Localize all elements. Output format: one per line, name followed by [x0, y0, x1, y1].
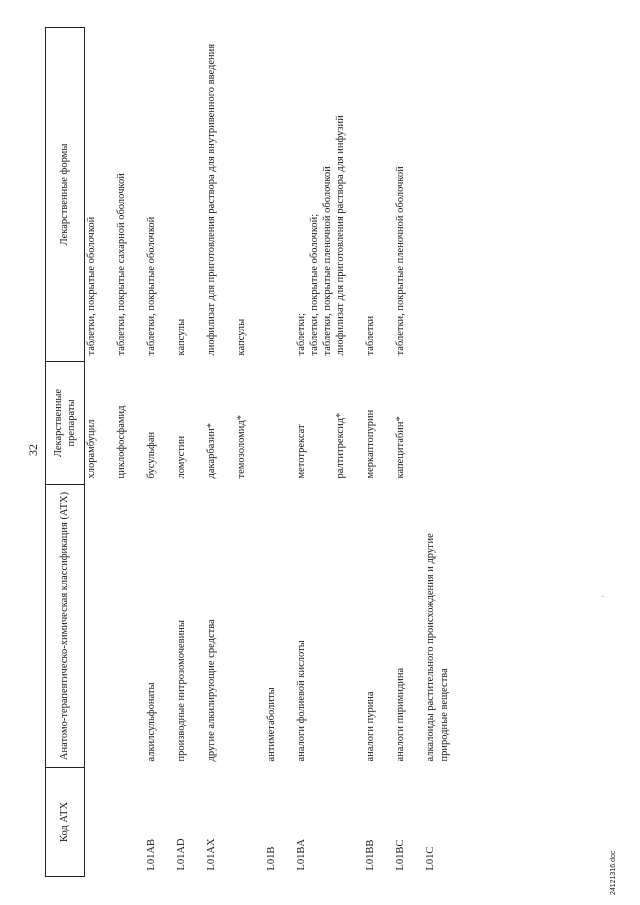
forms-cell [424, 28, 454, 362]
form-line: капсулы [176, 318, 187, 356]
table-row [85, 28, 116, 877]
code-cell: L01AX [206, 838, 217, 871]
atc-table [45, 27, 454, 877]
drug-cell: ломустин [176, 435, 187, 479]
classification-cell [85, 485, 116, 768]
form-line: лиофилизат для приготовления раствора для внутривенного введения [206, 43, 217, 356]
form-line: таблетки, покрытые пленочной оболочкой [395, 166, 407, 356]
stray-mark: , [597, 595, 605, 597]
header-forms: Лекарственные формы [46, 28, 85, 362]
classification-cell [115, 485, 145, 768]
code-cell: L01C [425, 846, 437, 871]
table-row [205, 28, 235, 877]
table-row [115, 28, 145, 877]
drug-cell: хлорамбуцил [86, 419, 97, 479]
form-line: таблетки, покрытые оболочкой [86, 216, 97, 356]
classification-cell: антиметаболиты [266, 687, 277, 762]
forms-cell [175, 28, 205, 362]
table-row [145, 28, 175, 877]
form-line: таблетки, покрытые оболочкой; [309, 213, 321, 356]
footer-file-name: 24121316.doc [610, 850, 617, 895]
classification-cell: аналоги пиримидина [395, 667, 407, 762]
header-code: Код АТХ [46, 768, 85, 877]
code-cell: L01AB [146, 839, 157, 871]
forms-cell [394, 28, 424, 362]
forms-cell [205, 28, 235, 362]
drug-cell: циклофосфамид [116, 405, 127, 479]
table-row [235, 28, 265, 877]
page-number: 32 [26, 444, 40, 456]
form-line: капсулы [236, 318, 247, 356]
classification-cell: алкалоиды растительного происхождения и другие природные вещества [425, 533, 450, 762]
forms-cell [364, 28, 394, 362]
forms-cell [145, 28, 175, 362]
table-row [334, 28, 364, 877]
forms-cell [295, 28, 334, 362]
form-line: таблетки; [296, 312, 307, 356]
drug-cell: капецитабин* [395, 416, 407, 479]
table-row [364, 28, 394, 877]
classification-cell: другие алкилирующие средства [206, 619, 217, 762]
forms-cell [115, 28, 145, 362]
table-body [85, 28, 455, 877]
drug-cell: ралтитрексид* [335, 412, 347, 479]
classification-cell: производные нитрозомочевины [176, 620, 187, 762]
form-line: таблетки [365, 315, 377, 356]
code-cell [334, 768, 364, 877]
drug-cell: дакарбазин* [206, 423, 217, 479]
code-cell [85, 768, 116, 877]
table-header-row [46, 28, 85, 877]
classification-cell: аналоги пурина [365, 691, 377, 762]
form-line: таблетки, покрытые пленочной оболочкой [322, 166, 334, 356]
classification-cell: алкилсульфонаты [146, 682, 157, 762]
header-drugs: Лекарственные препараты [46, 362, 85, 485]
classification-cell: аналоги фолиевой кислоты [296, 640, 307, 762]
table-row [295, 28, 334, 877]
code-cell [235, 768, 265, 877]
form-line: лиофилизат для приготовления раствора для инфузий [335, 115, 347, 356]
code-cell [115, 768, 145, 877]
forms-cell [334, 28, 364, 362]
table-row [265, 28, 295, 877]
drug-cell [265, 362, 295, 485]
classification-cell [334, 485, 364, 768]
classification-cell [235, 485, 265, 768]
code-cell: L01BB [365, 839, 377, 871]
header-classification: Анатомо-терапевтическо-химическая классификация (АТХ) [46, 485, 85, 768]
code-cell: L01BC [395, 839, 407, 871]
table-row [175, 28, 205, 877]
drug-cell: меркаптопурин [365, 409, 377, 479]
forms-cell [235, 28, 265, 362]
table-row [394, 28, 424, 877]
forms-cell [265, 28, 295, 362]
form-line: таблетки, покрытые сахарной оболочкой [116, 173, 127, 356]
drug-cell: метотрексат [296, 424, 307, 479]
drug-cell: бусульфан [146, 431, 157, 479]
code-cell: L01B [266, 846, 277, 871]
table-row [424, 28, 454, 877]
form-line: таблетки, покрытые оболочкой [146, 216, 157, 356]
forms-cell [85, 28, 116, 362]
code-cell: L01BA [296, 839, 307, 871]
drug-cell: темозоломид* [236, 415, 247, 479]
drug-cell [424, 362, 454, 485]
code-cell: L01AD [176, 838, 187, 871]
